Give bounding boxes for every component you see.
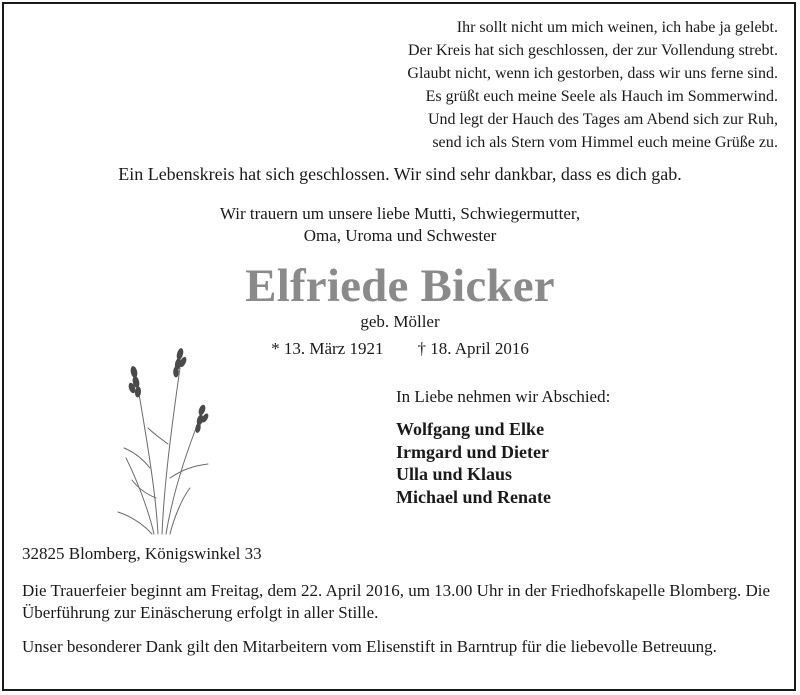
poem-line: Ihr sollt nicht um mich weinen, ich habe ja gelebt. bbox=[456, 19, 778, 36]
poem-line: send ich als Stern vom Himmel euch meine Grüße zu. bbox=[432, 134, 778, 151]
family-member: Irmgard und Dieter bbox=[396, 441, 549, 462]
poem-line: Und legt der Hauch des Tages am Abend sich zur Ruh, bbox=[427, 111, 778, 128]
wheat-stalks-icon bbox=[112, 348, 222, 536]
thanks-text: Unser besonderer Dank gilt den Mitarbeitern vom Elisenstift in Barntrup für die liebevolle Betreuung. bbox=[22, 637, 717, 656]
family-member: Wolfgang und Elke bbox=[396, 419, 545, 439]
poem-line: Glaubt nicht, wenn ich gestorben, dass wir uns ferne sind. bbox=[407, 65, 778, 82]
family-member: Ulla und Klaus bbox=[396, 464, 513, 484]
mourning-line-2: Oma, Uroma und Schwester bbox=[303, 226, 497, 245]
birth-date: * 13. März 1921 bbox=[271, 339, 384, 358]
death-date: † 18. April 2016 bbox=[417, 339, 529, 358]
poem-line: Der Kreis hat sich geschlossen, der zur Vollendung strebt. bbox=[408, 42, 778, 59]
maiden-name: geb. Möller bbox=[360, 312, 440, 331]
poem-line: Es grüßt euch meine Seele als Hauch im Sommerwind. bbox=[425, 88, 778, 105]
address: 32825 Blomberg, Königswinkel 33 bbox=[22, 544, 262, 563]
funeral-service-text: Die Trauerfeier beginnt am Freitag, dem 22. April 2016, um 13.00 Uhr in der Friedhofskapelle Blomberg. Die Überführung zur Einäscherung erfolgt in aller Stille. bbox=[22, 581, 771, 622]
intro-sentence: Ein Lebenskreis hat sich geschlossen. Wir sind sehr dankbar, dass es dich gab. bbox=[118, 164, 682, 184]
family-list bbox=[396, 418, 551, 508]
poem bbox=[407, 16, 778, 154]
deceased-name: Elfriede Bicker bbox=[245, 260, 555, 312]
mourning-line-1: Wir trauern um unsere liebe Mutti, Schwiegermutter, bbox=[219, 204, 581, 223]
farewell-heading: In Liebe nehmen wir Abschied: bbox=[396, 387, 611, 406]
family-member: Michael und Renate bbox=[396, 486, 551, 507]
mourning-text bbox=[0, 203, 800, 247]
